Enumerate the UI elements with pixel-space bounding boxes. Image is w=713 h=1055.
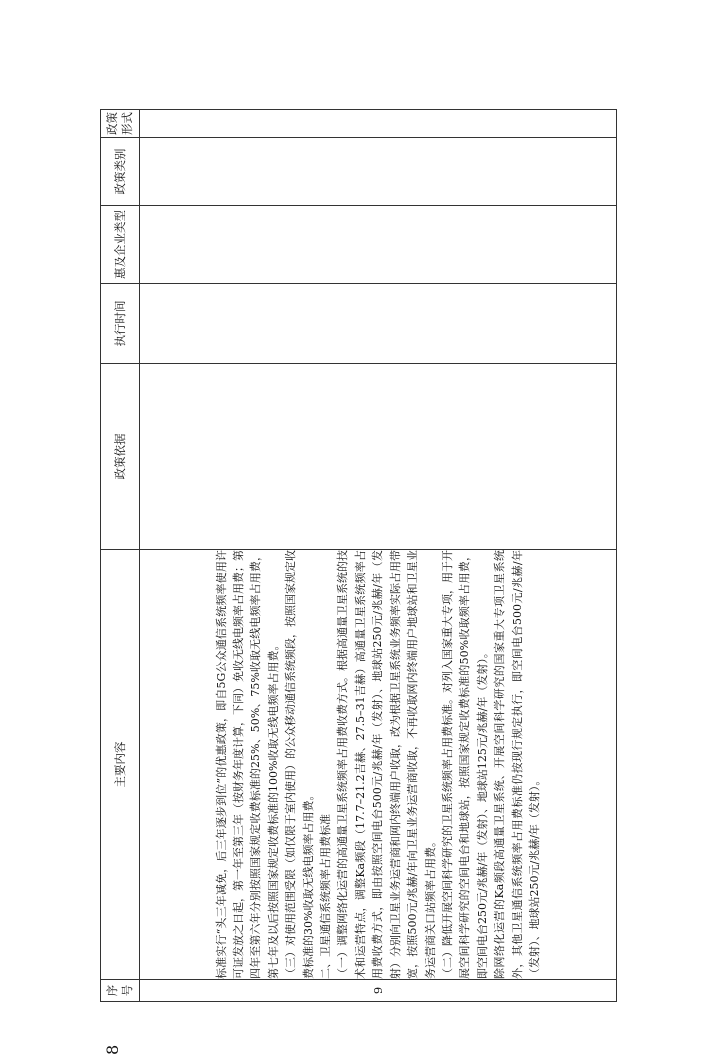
main-paragraph: （三）对使用范围受限（如仅限于室内使用）的公众移动通信系统频段，按照国家规定收费标准的30%收取无线电频率占用费。: [284, 550, 315, 979]
main-paragraph: 除网络化运营的Ka频段高通量卫星系统、开展空间科学研究的国家重大专项卫星系统外，其他卫星通信系统频率占用费标准仍按现行规定执行，即空间电台500元/兆赫/年（发射）、地球站250元/兆赫/年（发射）。: [493, 550, 541, 979]
header-main-content: 主要内容: [101, 550, 140, 980]
page-number: 8: [103, 1044, 122, 1055]
row-policy-basis: [140, 364, 617, 550]
main-paragraph: 标准实行“头三年减免，后三年逐步到位”的优惠政策，即自5G公众通信系统频率使用许可证发放之日起，第一年至第三年（按财务年度计算，下同）免收无线电频率占用费；第四年至第六年分别按照国家规定收费标准的25%、50%、75%收取无线电频率占用费，第七年及以后按照国家规定收费标准的100%收取无线电频率占用费。: [214, 550, 280, 979]
header-policy-basis: 政策依据: [101, 364, 140, 550]
header-execution-time: 执行时间: [101, 284, 140, 364]
row-enterprise-type: [140, 206, 617, 284]
main-paragraph: （二）降低开展空间科学研究的卫星系统频率占用费标准。对列入国家重大专项，用于开展空间科学研究的空间电台和地球站，按照国家规定收费标准的50%收取频率占用费，即空间电台250元/兆赫/年（发射）、地球站125元/兆赫/年（发射）。: [440, 550, 489, 979]
main-paragraph: 二、卫星通信系统频率占用费标准: [319, 814, 333, 979]
header-enterprise-type: 惠及企业类型: [101, 206, 140, 284]
rotated-page-content: [100, 110, 617, 1002]
row-seq: 9: [140, 980, 617, 1002]
main-paragraph: （一）调整网络化运营的高通量卫星系统频率占用费收费方式。根据高通量卫星系统的技术和运营特点，调整Ka频段（17.7–21.2吉赫、27.5–31吉赫）高通量卫星系统频率占用费收费方式，即由按照空间电台500元/兆赫/年（发射）、地球站250元/兆赫/年（发射）分别向卫星业务运营商和网内终端用户收取，改为根据卫星系统业务频率实际占用带宽，按照500元/兆赫/年向卫星业务运营商收取，不再收取网内终端用户地球站和卫星业务运营商关口站频率占用费。: [336, 550, 437, 979]
row-main-content: [140, 550, 617, 980]
header-policy-form: 政策形式: [101, 110, 140, 138]
policy-table: [100, 109, 617, 1002]
header-seq: 序号: [101, 980, 140, 1002]
table-row: [140, 110, 617, 1002]
header-policy-category: 政策类别: [101, 138, 140, 206]
table-header-row: [101, 110, 140, 1002]
row-policy-category: [140, 138, 617, 206]
row-execution-time: [140, 284, 617, 364]
row-policy-form: [140, 110, 617, 138]
